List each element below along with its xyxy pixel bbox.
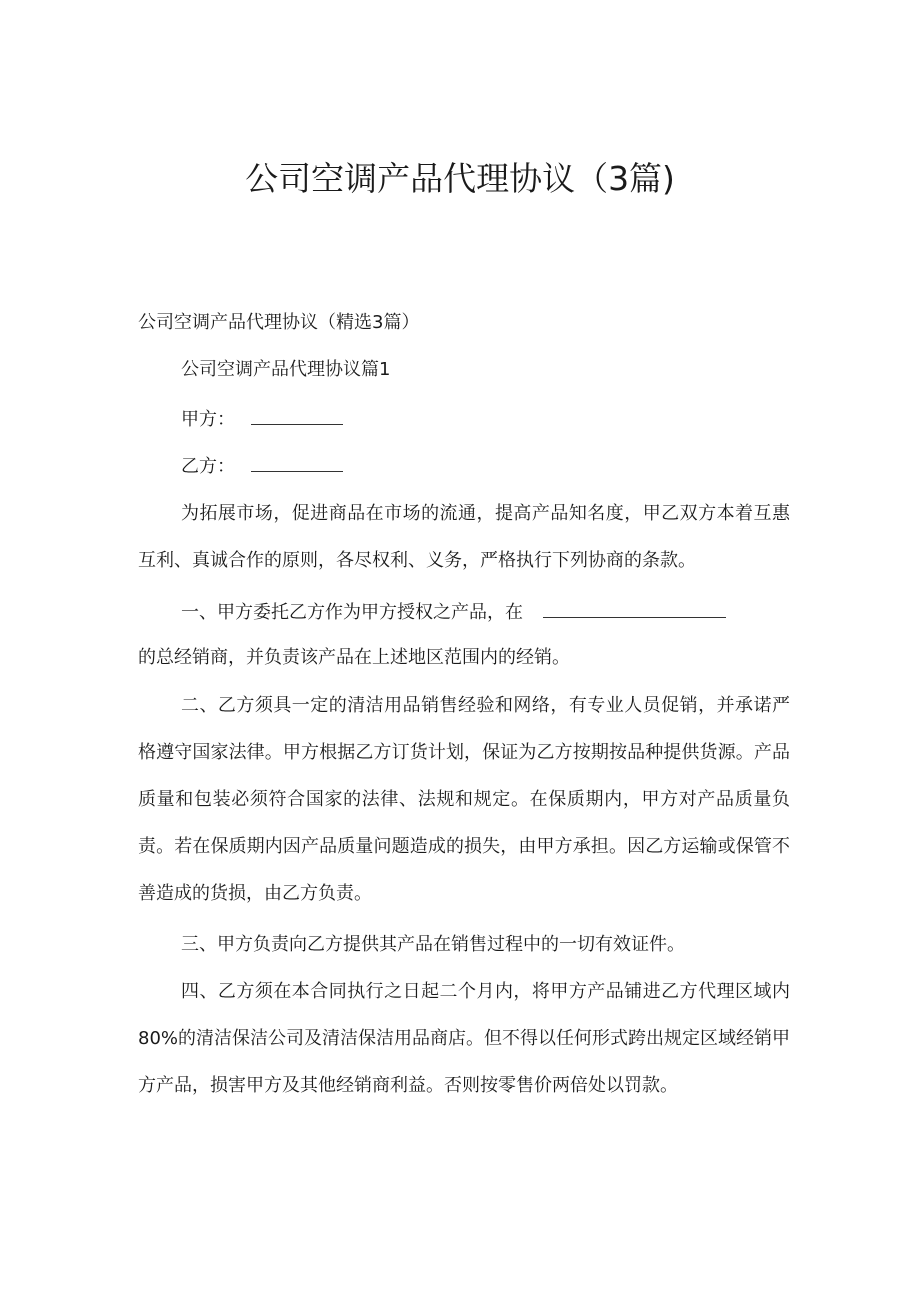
clause-1-region-blank [543,599,726,618]
party-b-line [181,453,343,479]
document-title: 公司空调产品代理协议（3篇) [245,159,675,198]
party-a-blank [251,406,343,425]
document-subtitle: 公司空调产品代理协议（精选3篇） [138,312,420,333]
clause-1-text-part1: 一、甲方委托乙方作为甲方授权之产品，在 [181,602,523,623]
clause-2-paragraph: 二、乙方须具一定的清洁用品销售经验和网络，有专业人员促销，并承诺严格遵守国家法律。甲方根据乙方订货计划，保证为乙方按期按品种提供货源。产品质量和包装必须符合国家的法律、法规和规定。在保质期内，甲方对产品质量负责。若在保质期内因产品质量问题造成的损失，由甲方承担。因乙方运输或保管不善造成的货损，由乙方负责。 [138,695,790,904]
clause-1-text-part2: 的总经销商，并负责该产品在上述地区范围内的经销。 [138,647,570,668]
clause-1-line-1 [181,599,726,625]
party-a-label: 甲方： [181,409,235,430]
party-b-label: 乙方： [181,456,235,477]
section-heading: 公司空调产品代理协议篇1 [181,359,391,380]
party-a-line [181,406,343,432]
intro-paragraph: 为拓展市场，促进商品在市场的流通，提高产品知名度，甲乙双方本着互惠互利、真诚合作的原则，各尽权利、义务，严格执行下列协商的条款。 [138,503,790,571]
clause-3-paragraph: 三、甲方负责向乙方提供其产品在销售过程中的一切有效证件。 [181,934,685,955]
party-b-blank [251,453,343,472]
clause-4-paragraph: 四、乙方须在本合同执行之日起二个月内，将甲方产品铺进乙方代理区域内80%的清洁保洁公司及清洁保洁用品商店。但不得以任何形式跨出规定区域经销甲方产品，损害甲方及其他经销商利益。否则按零售价两倍处以罚款。 [138,981,791,1096]
